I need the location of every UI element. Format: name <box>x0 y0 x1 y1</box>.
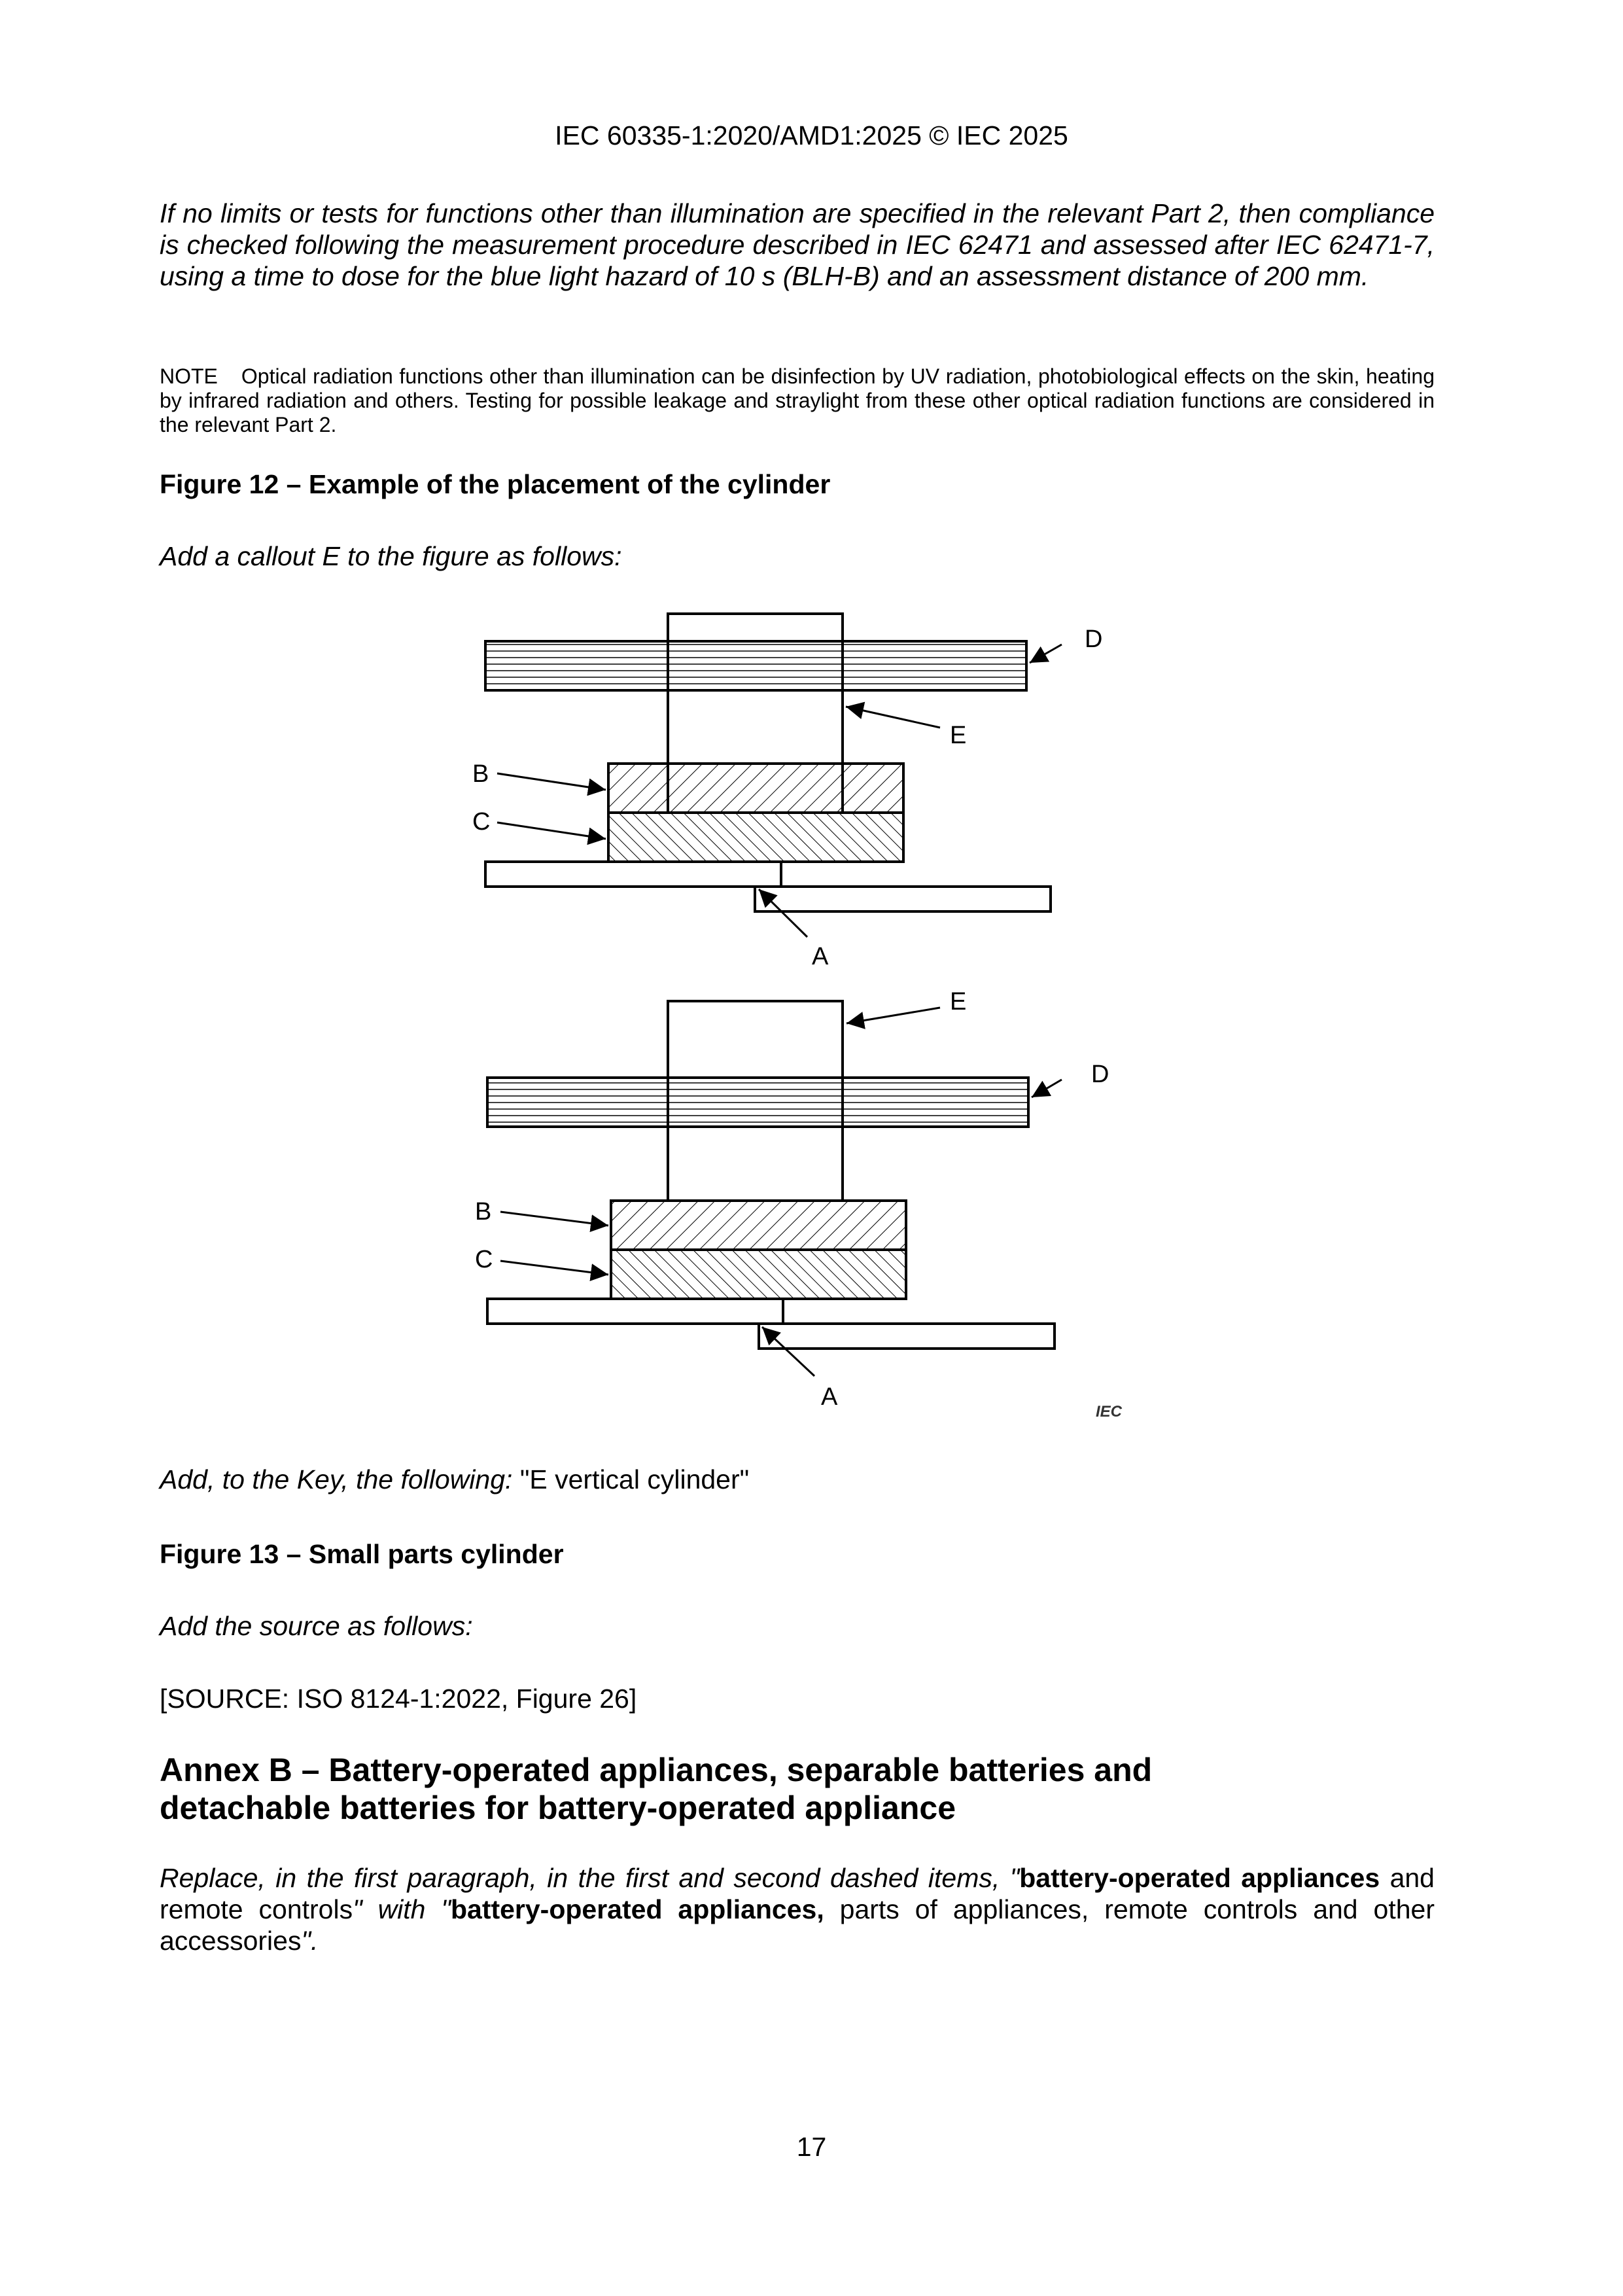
upper-label-a: A <box>812 943 829 970</box>
figure-12-instruction: Add a callout E to the figure as follows: <box>160 541 622 571</box>
key-addition <box>160 1464 749 1495</box>
upper-base-right <box>755 887 1051 911</box>
lower-arrow-b <box>500 1212 608 1226</box>
lower-layer-b <box>611 1201 906 1250</box>
compliance-paragraph: If no limits or tests for functions other than illumination are specified in the relevant Part 2, then compliance is checked following the measurement procedure described in IEC 62471 and assessed after IEC 62471-7, using a time to dose for the blue light hazard of 10 s (BLH-B) and an assessment distance of 200 mm. <box>160 198 1435 291</box>
annex-b-title-line2: detachable batteries for battery-operated appliance <box>160 1790 956 1826</box>
upper-base-left <box>485 862 781 887</box>
lower-base-right <box>759 1324 1055 1349</box>
upper-arrow-d <box>1030 645 1062 663</box>
replace-intro: Replace, in the first paragraph, in the first and second dashed items, " <box>160 1863 1020 1893</box>
lower-figure <box>475 988 1109 1411</box>
upper-arrow-c <box>497 822 606 839</box>
note-text: Optical radiation functions other than illumination can be disinfection by UV radiation, photobiological effects on the skin, heating by infrared radiation and others. Testing for possible leakage and straylight from these other optical radiation functions are considered in the relevant Part 2. <box>160 364 1435 436</box>
replace-bold-2: battery-operated appliances, <box>450 1894 824 1924</box>
lower-layer-c <box>611 1250 906 1299</box>
figure-13-instruction: Add the source as follows: <box>160 1611 473 1641</box>
iec-mark: IEC <box>1096 1403 1123 1421</box>
lower-label-c: C <box>475 1246 493 1273</box>
lower-label-d: D <box>1091 1061 1109 1088</box>
lower-label-e: E <box>950 988 967 1016</box>
key-entry: "E vertical cylinder" <box>519 1464 750 1494</box>
annex-b-replacement <box>160 1862 1435 1956</box>
lower-arrow-c <box>500 1261 608 1275</box>
replace-bold-1: battery-operated appliances <box>1019 1863 1380 1893</box>
upper-label-e: E <box>950 722 967 749</box>
lower-arrow-d <box>1032 1080 1062 1097</box>
lower-base-left <box>487 1299 783 1324</box>
page-header: IEC 60335-1:2020/AMD1:2025 © IEC 2025 <box>555 120 1068 150</box>
upper-arrow-b <box>497 773 606 790</box>
upper-plate-d <box>485 641 1026 690</box>
replace-plain-1: and remote controls <box>160 1863 1435 1924</box>
lower-label-b: B <box>475 1198 492 1226</box>
figure-13-title: Figure 13 – Small parts cylinder <box>160 1539 564 1569</box>
replace-with: " with " <box>353 1894 451 1924</box>
upper-layer-c <box>608 813 903 862</box>
figure-13-source: [SOURCE: ISO 8124-1:2022, Figure 26] <box>160 1684 637 1714</box>
lower-arrow-e <box>846 1008 940 1023</box>
figure-12-title: Figure 12 – Example of the placement of the cylinder <box>160 469 831 499</box>
annex-b-title <box>160 1751 1152 1827</box>
key-instruction: Add, to the Key, the following: <box>160 1464 513 1494</box>
upper-arrow-e <box>846 707 940 728</box>
note-label: NOTE <box>160 364 218 388</box>
upper-label-b: B <box>472 760 489 788</box>
replace-end: ". <box>301 1926 319 1956</box>
upper-layer-b <box>608 764 903 813</box>
lower-label-a: A <box>821 1383 838 1411</box>
annex-b-title-line1: Annex B – Battery-operated appliances, separable batteries and <box>160 1752 1153 1788</box>
page-number: 17 <box>796 2132 827 2162</box>
upper-label-c: C <box>472 808 491 836</box>
upper-label-d: D <box>1085 626 1103 653</box>
upper-figure <box>472 614 1102 970</box>
lower-plate-d <box>487 1078 1028 1127</box>
replace-plain-2: parts of appliances, remote controls and other accessories <box>160 1894 1435 1956</box>
